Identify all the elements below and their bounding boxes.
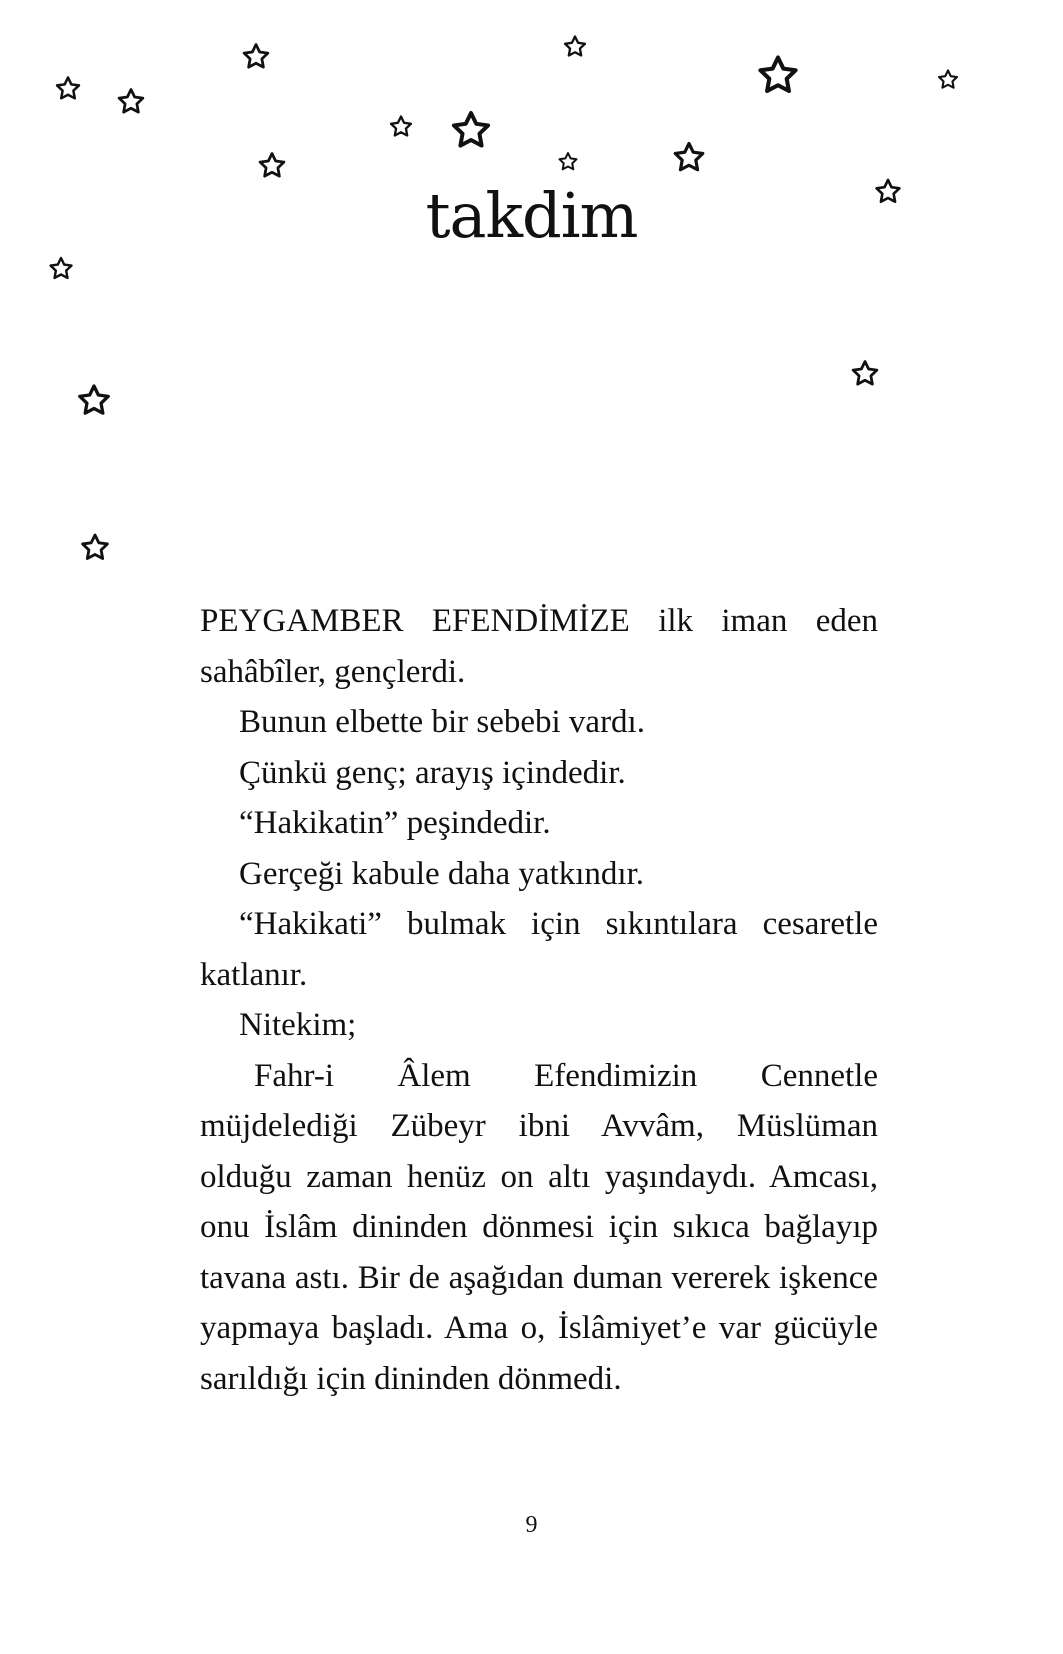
chapter-title: takdim	[425, 179, 638, 252]
star-icon	[57, 78, 79, 99]
paragraph-7: Nitekim;	[239, 1007, 357, 1043]
paragraph-1: PEYGAMBER EFENDİMİZE ilk iman eden sahâbîler, gençlerdi.	[200, 603, 878, 690]
star-icon	[260, 154, 284, 177]
star-icon	[853, 362, 877, 385]
paragraph-8: Fahr-i Âlem Efendimizin Cennetle müjdelediği Zübeyr ibni Avvâm, Müslüman olduğu zaman henüz on altı yaşındaydı. Amcası, onu İslâm dininden dönmesi için sıkıca bağlayıp tavana astı. Bir de aşağıdan duman vererek işkence yapmaya başladı. Ama o, İslâmiyet’e var gücüyle sarıldığı için dininden dönmedi.	[200, 1057, 878, 1397]
star-icon	[119, 90, 143, 113]
star-icon	[244, 45, 268, 68]
paragraph-3: Çünkü genç; arayış içindedir.	[239, 754, 626, 791]
star-icon	[454, 113, 488, 146]
star-icon	[565, 37, 585, 56]
paragraph-5: Gerçeği kabule daha yatkındır.	[239, 855, 645, 892]
star-icon	[939, 71, 957, 88]
star-icon	[391, 117, 411, 136]
page-number: 9	[525, 1512, 538, 1538]
star-decoration	[0, 0, 1063, 600]
star-icon	[760, 58, 795, 91]
star-icon	[83, 535, 108, 559]
star-icon	[559, 153, 576, 169]
star-icon	[675, 144, 703, 170]
paragraph-2: Bunun elbette bir sebebi vardı.	[239, 704, 645, 740]
star-icon	[80, 386, 109, 413]
paragraph-4: “Hakikatin” peşindedir.	[239, 805, 551, 841]
paragraph-6: “Hakikati” bulmak için sıkıntılara cesaretle katlanır.	[200, 906, 878, 993]
body-text	[200, 596, 878, 1404]
star-icon	[51, 258, 72, 278]
